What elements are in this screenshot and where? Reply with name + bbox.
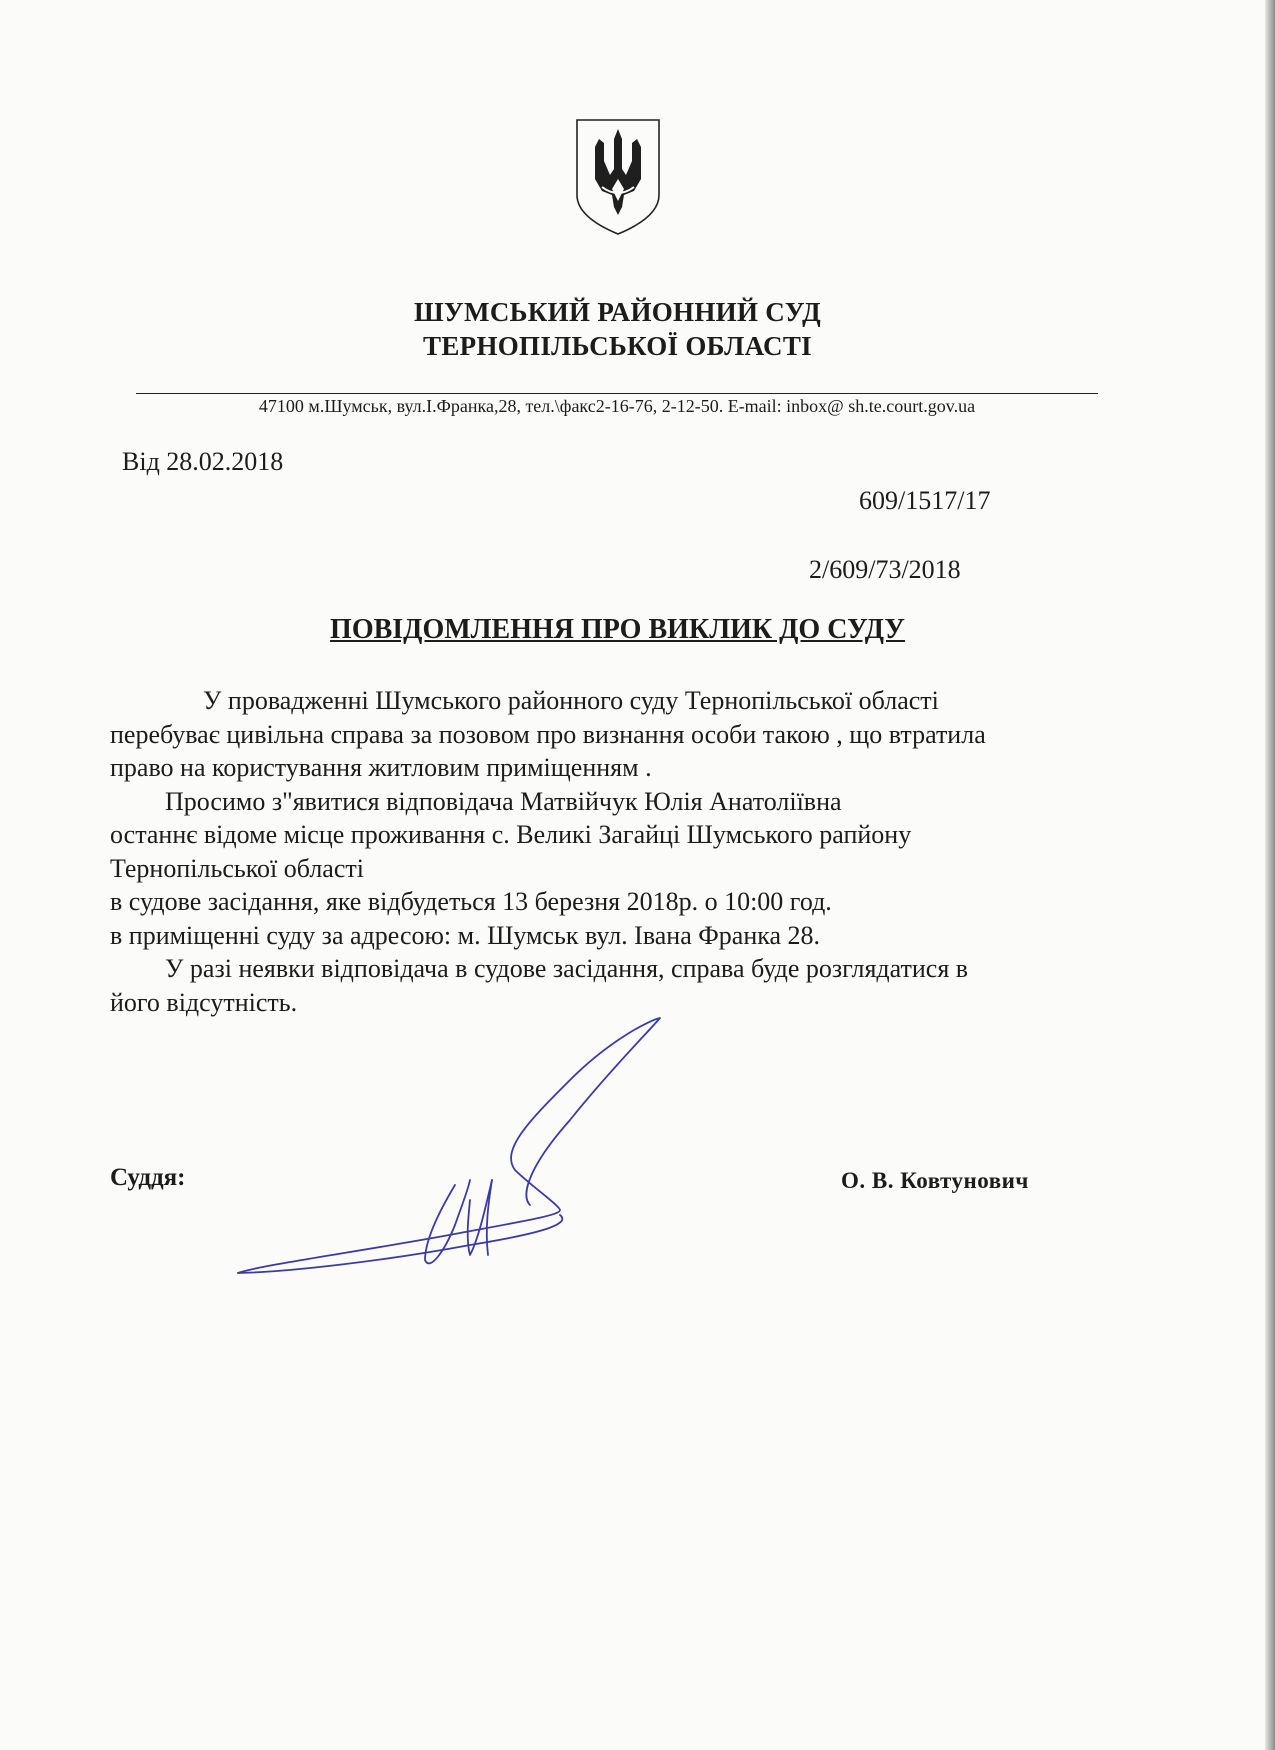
notice-line: Просимо з"явитися відповідача Матвійчук Юлія Анатоліївна bbox=[165, 786, 842, 816]
notice-line: перебуває цивільна справа за позовом про визнання особи такою , що втратила bbox=[110, 719, 986, 749]
page-edge-shadow bbox=[1265, 0, 1275, 1750]
court-name-line2: ТЕРНОПІЛЬСЬКОЇ ОБЛАСТІ bbox=[423, 331, 812, 361]
document-date: Від 28.02.2018 bbox=[122, 447, 284, 476]
coat-of-arms-icon bbox=[574, 117, 662, 237]
notice-line: У провадженні Шумського районного суду Тернопільської області bbox=[203, 686, 939, 715]
case-number: 609/1517/17 bbox=[859, 486, 991, 515]
header-divider bbox=[136, 393, 1098, 394]
notice-body bbox=[110, 684, 1110, 1019]
handwritten-signature bbox=[230, 1010, 760, 1285]
notice-line: в приміщенні суду за адресою: м. Шумськ вул. Івана Франка 28. bbox=[110, 920, 821, 950]
notice-line: У разі неявки відповідача в судове засідання, справа буде розглядатися в bbox=[165, 954, 969, 983]
court-address: 47100 м.Шумськ, вул.І.Франка,28, тел.\факс2-16-76, 2-12-50. E-mail: inbox@ sh.te.court.gov.ua bbox=[258, 396, 976, 416]
notice-line: його відсутність. bbox=[110, 987, 298, 1017]
judge-name: О. В. Ковтунович bbox=[841, 1168, 1029, 1193]
court-name-line1: ШУМСЬКИЙ РАЙОННИЙ СУД bbox=[413, 297, 822, 327]
notice-title: ПОВІДОМЛЕННЯ ПРО ВИКЛИК ДО СУДУ bbox=[330, 614, 905, 645]
notice-line: право на користування житловим приміщенням . bbox=[110, 753, 652, 782]
judge-label: Суддя: bbox=[110, 1164, 186, 1191]
registration-number: 2/609/73/2018 bbox=[809, 555, 961, 584]
notice-line: Тернопільської області bbox=[110, 853, 364, 883]
notice-line: останнє відоме місце проживання с. Великі Загайці Шумського рапйону bbox=[110, 820, 912, 849]
notice-line: в судове засідання, яке відбудеться 13 березня 2018р. о 10:00 год. bbox=[110, 887, 832, 916]
